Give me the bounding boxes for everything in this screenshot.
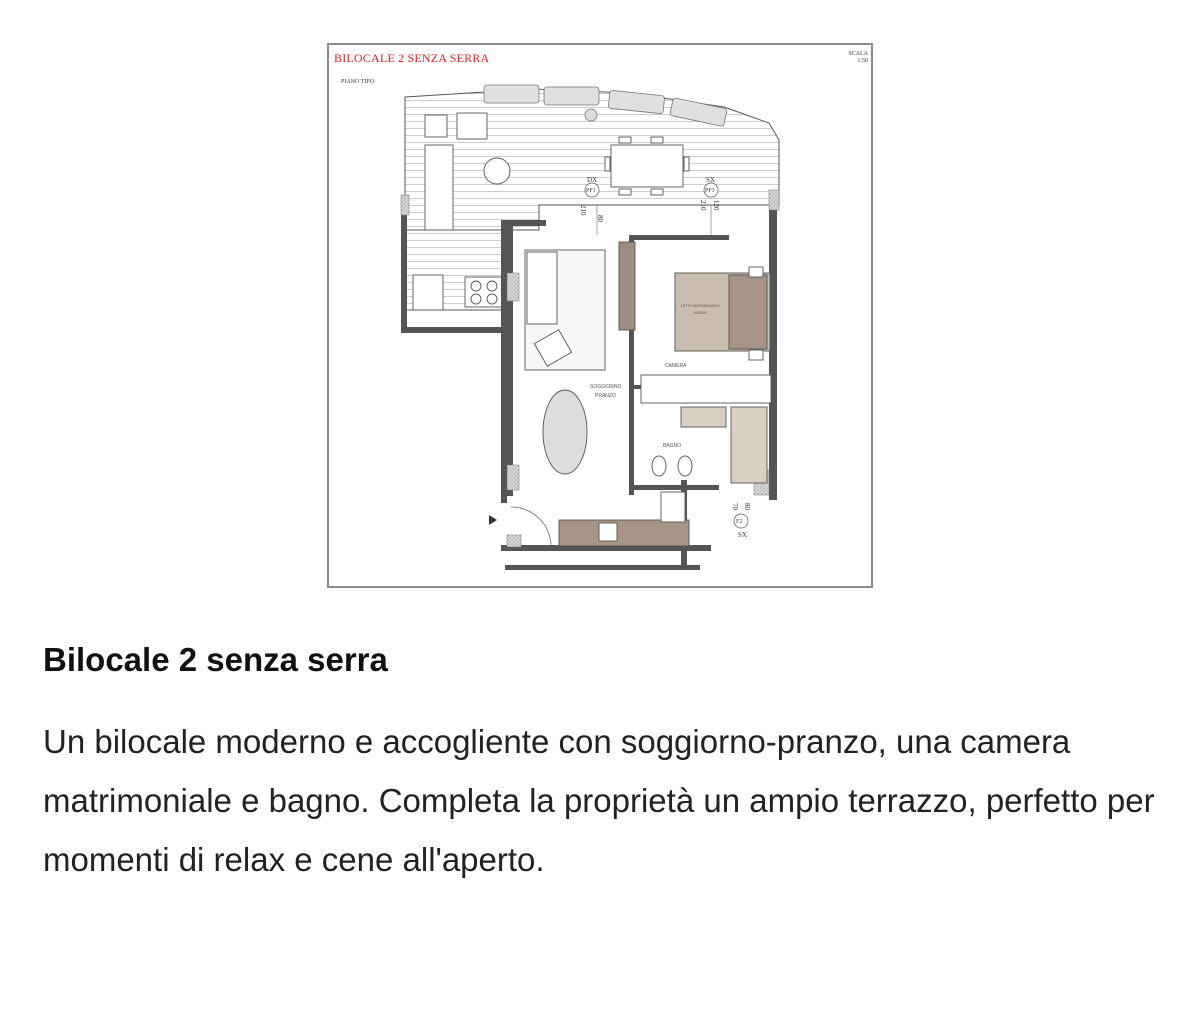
pf3-width: 120	[712, 200, 720, 211]
room-label-dining: PRANZO	[595, 393, 616, 399]
pf3-code: PF3	[705, 188, 715, 194]
pf1-code: PF1	[586, 188, 596, 194]
room-label-living: SOGGIORNO	[590, 384, 622, 390]
f2-width: 80	[743, 503, 751, 510]
pf1-width: 80	[596, 215, 604, 222]
door-markers	[585, 183, 748, 528]
floorplan-scale	[848, 51, 868, 65]
bedroom-furniture	[641, 267, 771, 403]
f2-side: SX	[738, 531, 747, 539]
f2-height: 70	[731, 503, 739, 510]
living-furniture	[525, 242, 635, 474]
entrance-arrow	[489, 515, 497, 525]
listing-heading: Bilocale 2 senza serra	[43, 641, 388, 678]
pf1-height: 210	[579, 205, 587, 216]
room-label-bathroom: BAGNO	[663, 443, 682, 449]
floorplan-title: BILOCALE 2 SENZA SERRA	[334, 51, 490, 65]
pf1-side: DX	[587, 176, 598, 184]
f2-code: F2	[736, 519, 743, 525]
room-label-bedroom: CAMERA	[665, 363, 687, 369]
bed-size: 160X200	[693, 311, 708, 315]
bed-label: LETTO MATRIMONIALE	[681, 304, 720, 308]
kitchen	[559, 492, 689, 546]
listing-description: Un bilocale moderno e accogliente con soggiorno-pranzo, una camera matrimoniale e bagno. Completa la proprietà un ampio terrazzo, perfetto per momenti di relax e cene all'aperto.	[43, 723, 1155, 878]
floorplan-drawing	[329, 45, 871, 586]
pf3-side: SX	[706, 176, 715, 184]
floorplan-subtitle: PIANO TIPO	[341, 79, 375, 85]
floorplan-image	[327, 43, 873, 588]
scale-label: SCALA	[848, 51, 868, 57]
pf3-height: 210	[699, 200, 707, 211]
scale-value: 1:50	[857, 58, 868, 64]
